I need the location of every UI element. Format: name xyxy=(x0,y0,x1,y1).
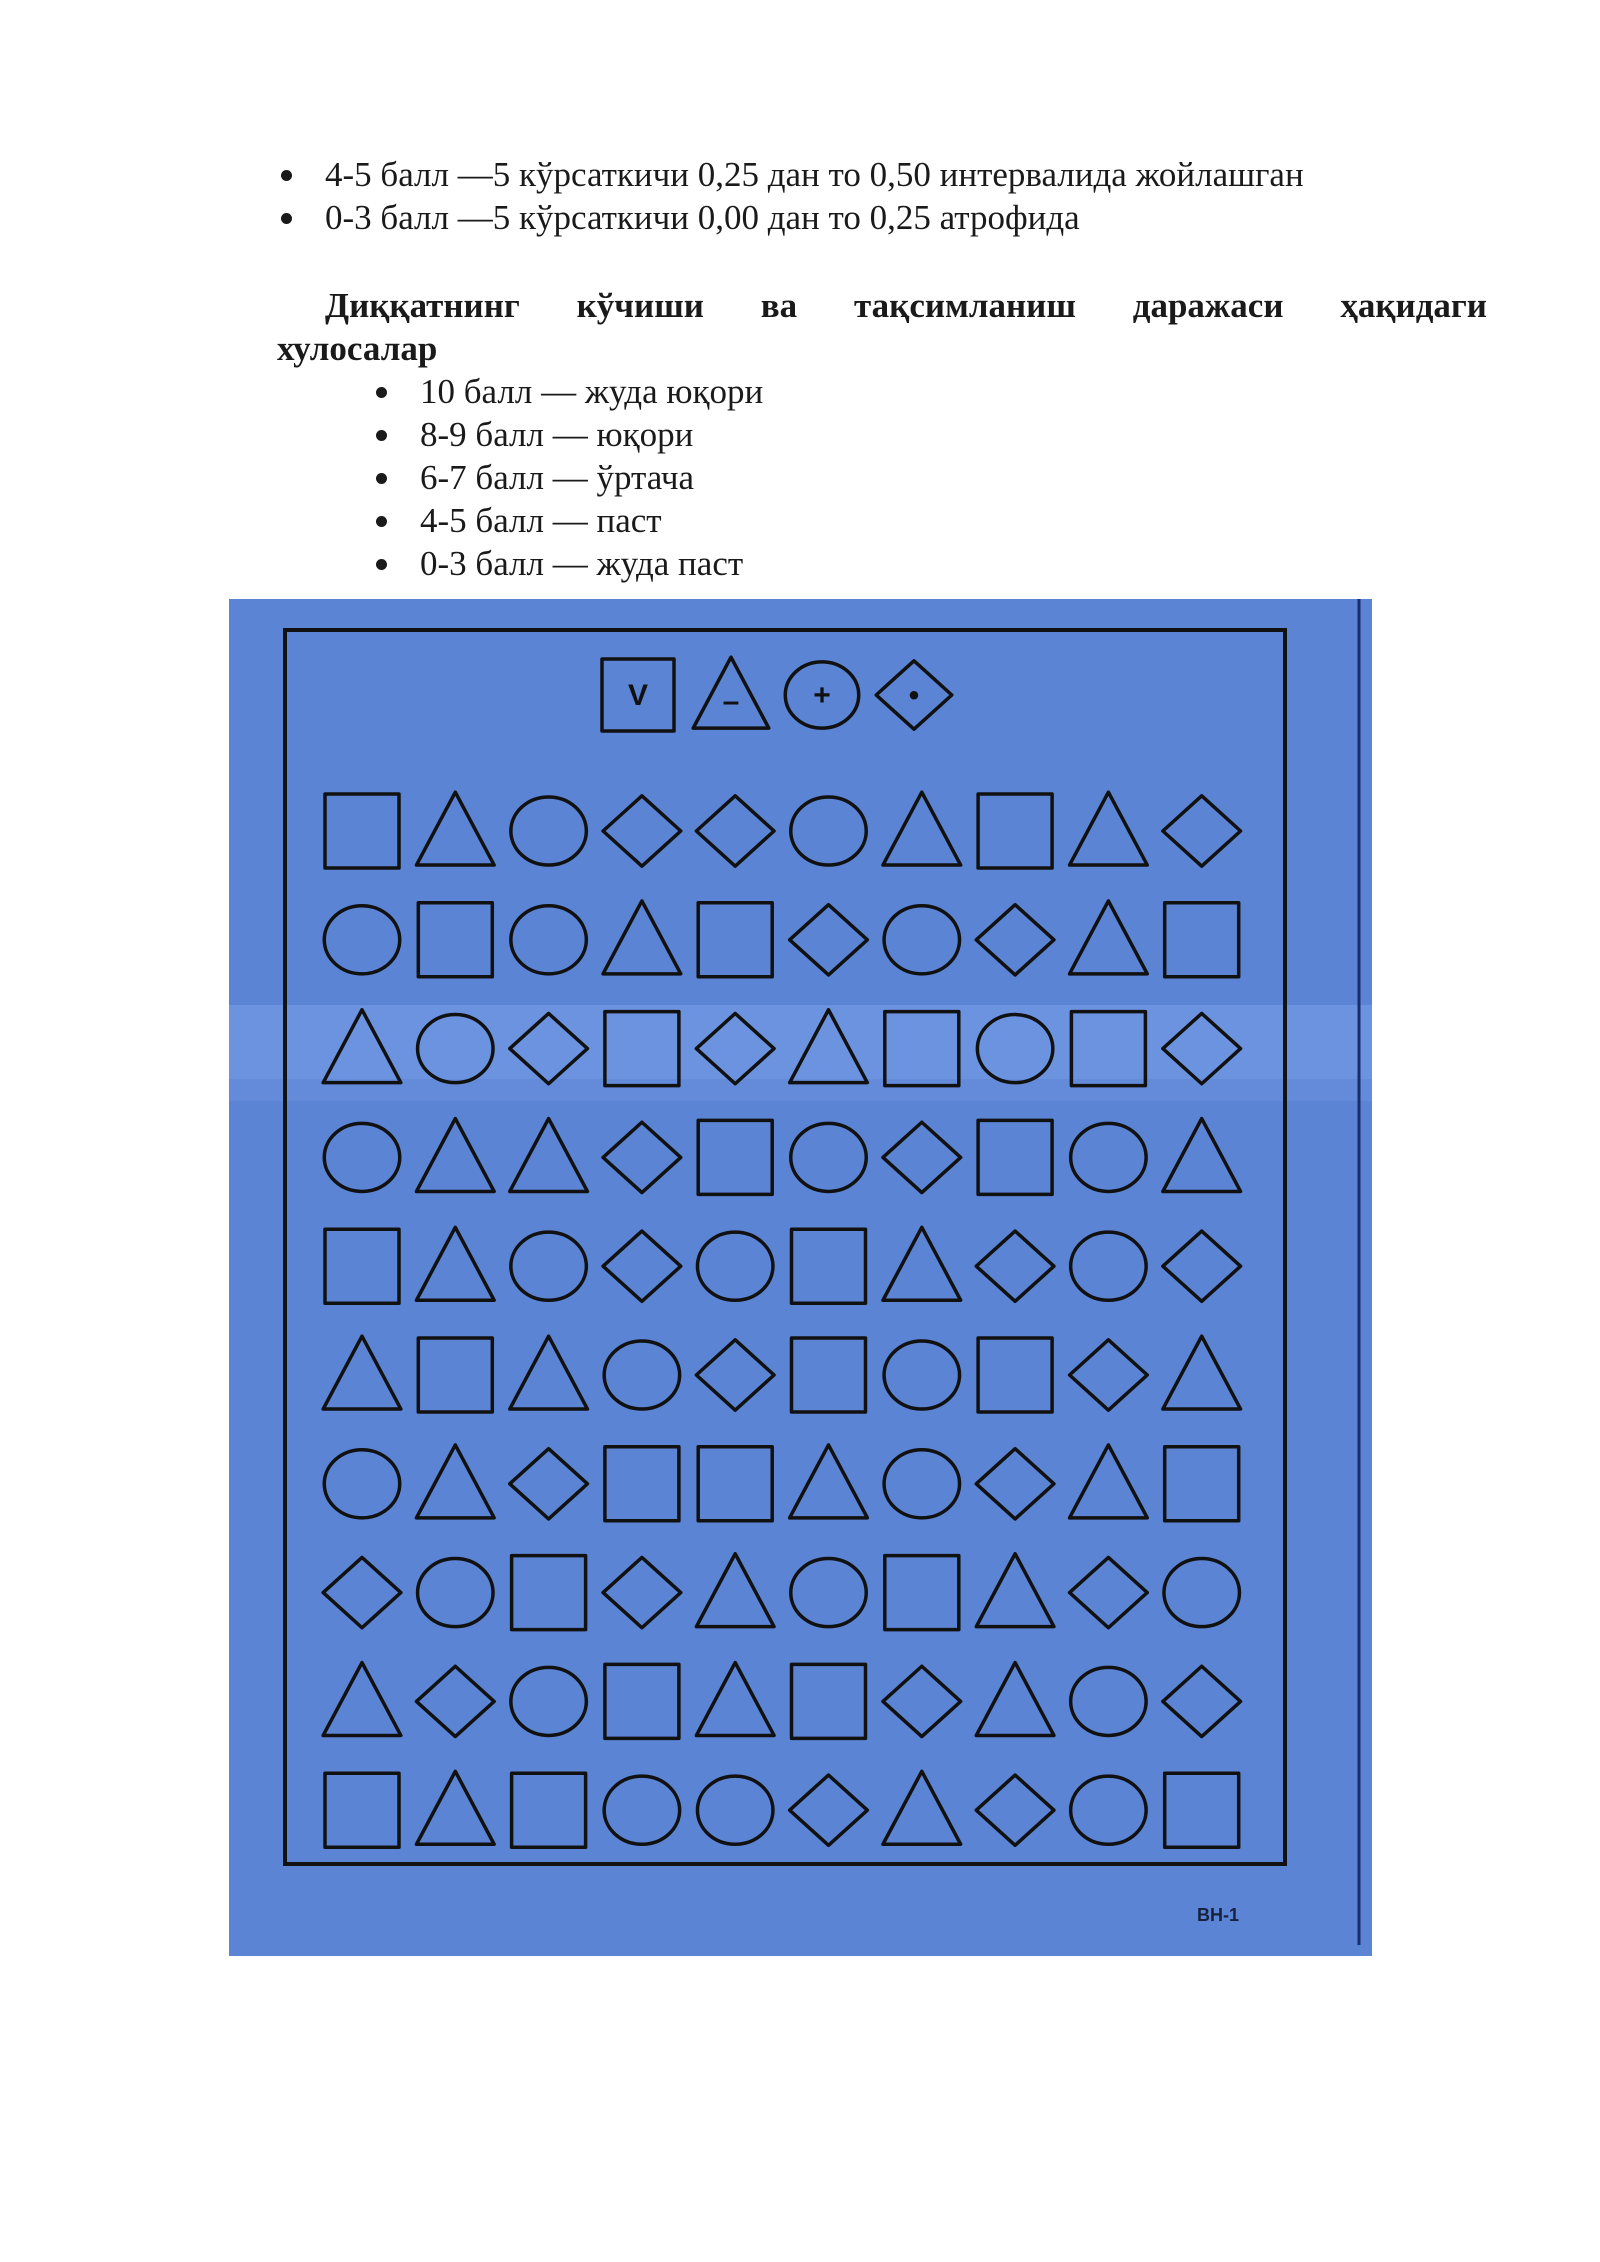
test-sheet-figure xyxy=(229,599,1372,1956)
heading-first-line xyxy=(277,284,1487,327)
heading-word: хулосалар xyxy=(277,329,438,368)
key-symbol: V xyxy=(627,679,649,712)
level-item: 0-3 балл — жуда паст xyxy=(372,542,763,585)
criteria-item: 4-5 балл —5 кўрсаткичи 0,25 дан то 0,50 интервалида жойлашган xyxy=(277,153,1304,196)
levels-list xyxy=(372,370,763,585)
key-symbol: + xyxy=(813,679,831,712)
heading-word: даражаси xyxy=(1132,286,1284,325)
heading-word: ва xyxy=(760,286,798,325)
criteria-list xyxy=(277,153,1304,239)
level-item: 4-5 балл — паст xyxy=(372,499,763,542)
heading-word: тақсимланиш xyxy=(854,286,1076,325)
section-heading xyxy=(277,284,1487,370)
level-item: 8-9 балл — юқори xyxy=(372,413,763,456)
sheet-code: BH-1 xyxy=(1196,1905,1239,1925)
level-item: 10 балл — жуда юқори xyxy=(372,370,763,413)
heading-word: ҳақидаги xyxy=(1340,286,1487,325)
attention-test-sheet xyxy=(229,599,1372,1956)
key-symbol: – xyxy=(722,685,740,718)
heading-word: кўчиши xyxy=(576,286,704,325)
heading-word: Диққатнинг xyxy=(325,286,520,325)
criteria-item: 0-3 балл —5 кўрсаткичи 0,00 дан то 0,25 атрофида xyxy=(277,196,1304,239)
key-symbol: • xyxy=(908,679,920,712)
level-item: 6-7 балл — ўртача xyxy=(372,456,763,499)
